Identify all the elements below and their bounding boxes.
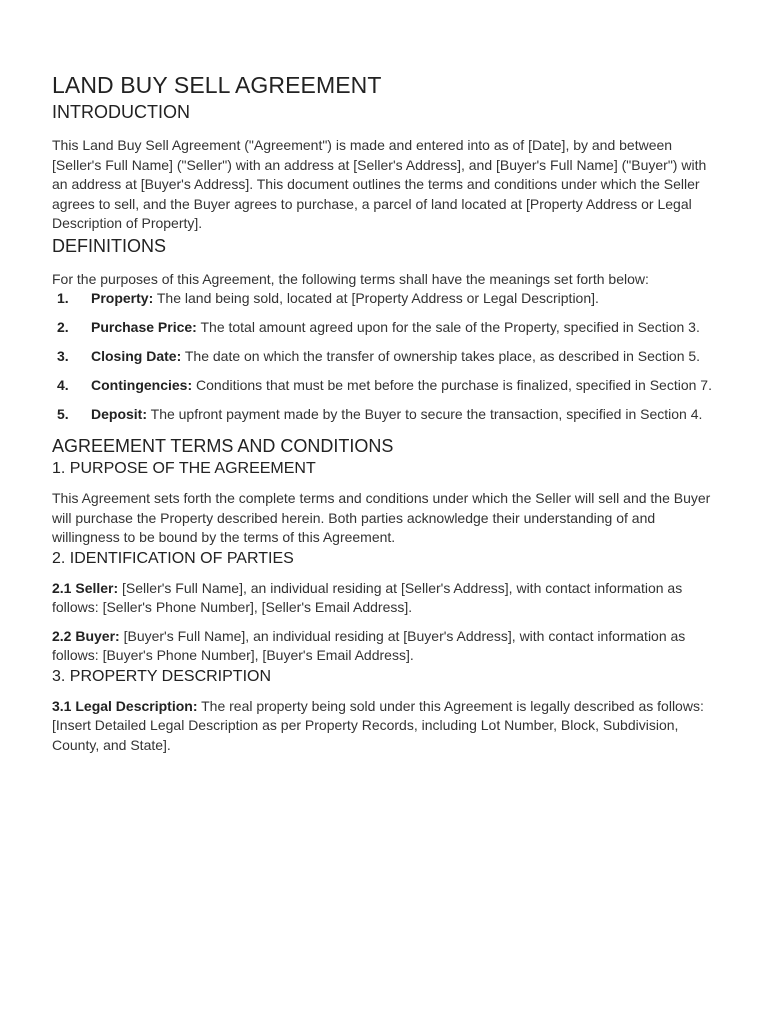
definition-item	[52, 405, 718, 425]
definition-body	[91, 405, 718, 425]
definition-number: 1.	[57, 290, 69, 306]
definition-item	[52, 289, 718, 309]
definition-text: The total amount agreed upon for the sale of the Property, specified in Section 3.	[196, 319, 700, 335]
property-heading: 3. PROPERTY DESCRIPTION	[52, 667, 272, 685]
definition-text: The date on which the transfer of ownership takes place, as described in Section 5.	[181, 348, 701, 364]
definition-text: Conditions that must be met before the purchase is finalized, specified in Section 7.	[192, 377, 712, 393]
definition-item	[52, 376, 718, 396]
purpose-paragraph: This Agreement sets forth the complete terms and conditions under which the Seller will sell and the Buyer will purchase the Property described herein. Both parties acknowledge their understanding of and willingness to be bound by the terms of this Agreement.	[52, 490, 711, 545]
seller-label: 2.1 Seller:	[52, 579, 119, 596]
definitions-lead: For the purposes of this Agreement, the following terms shall have the meanings set forth below:	[52, 270, 649, 287]
seller-text: [Seller's Full Name], an individual residing at [Seller's Address], with contact information as follows: [Seller's Phone Number], [Seller's Email Address].	[52, 579, 683, 615]
introduction-paragraph: This Land Buy Sell Agreement ("Agreement") is made and entered into as of [Date], by and between [Seller's Full Name] ("Seller") with an address at [Seller's Address], and [Buyer's Full Name] ("Buyer") with an address at [Buyer's Address]. This document outlines the terms and conditions under which the Seller agrees to sell, and the Buyer agrees to purchase, a parcel of land located at [Property Address or Legal Description of Property].	[52, 137, 707, 231]
definition-number: 5.	[57, 406, 69, 422]
purpose-heading: 1. PURPOSE OF THE AGREEMENT	[52, 460, 316, 477]
definition-item	[52, 347, 718, 367]
definitions-heading: DEFINITIONS	[52, 235, 167, 256]
legal-description-label: 3.1 Legal Description:	[52, 697, 198, 714]
parties-heading: 2. IDENTIFICATION OF PARTIES	[52, 549, 294, 567]
definition-term: Contingencies:	[91, 377, 193, 393]
buyer-text: [Buyer's Full Name], an individual residing at [Buyer's Address], with contact information as follows: [Buyer's Phone Number], [Buyer's Email Address].	[52, 627, 686, 663]
definition-term: Deposit:	[91, 406, 147, 422]
definition-number: 3.	[57, 348, 69, 364]
buyer-paragraph	[52, 627, 718, 666]
definition-text: The land being sold, located at [Property Address or Legal Description].	[153, 290, 599, 306]
definition-body	[91, 318, 718, 338]
legal-description-paragraph	[52, 697, 718, 756]
definition-number: 4.	[57, 377, 69, 393]
definition-term: Purchase Price:	[91, 319, 197, 335]
definition-number: 2.	[57, 319, 69, 335]
terms-heading: AGREEMENT TERMS AND CONDITIONS	[52, 436, 394, 456]
definition-body	[91, 347, 718, 367]
introduction-heading: INTRODUCTION	[52, 102, 190, 122]
seller-paragraph	[52, 579, 718, 618]
definition-item	[52, 318, 718, 338]
definition-term: Closing Date:	[91, 348, 182, 364]
definitions-list	[52, 289, 718, 425]
document-title: LAND BUY SELL AGREEMENT	[52, 72, 382, 98]
definition-body	[91, 376, 718, 396]
buyer-label: 2.2 Buyer:	[52, 627, 120, 644]
definition-body	[91, 289, 718, 309]
definition-text: The upfront payment made by the Buyer to secure the transaction, specified in Section 4.	[147, 406, 703, 422]
legal-description-text: The real property being sold under this Agreement is legally described as follows: [Insert Detailed Legal Description as per Property Records, including Lot Number, Block, Subdivision, County, and State].	[52, 697, 704, 753]
definition-term: Property:	[91, 290, 154, 306]
